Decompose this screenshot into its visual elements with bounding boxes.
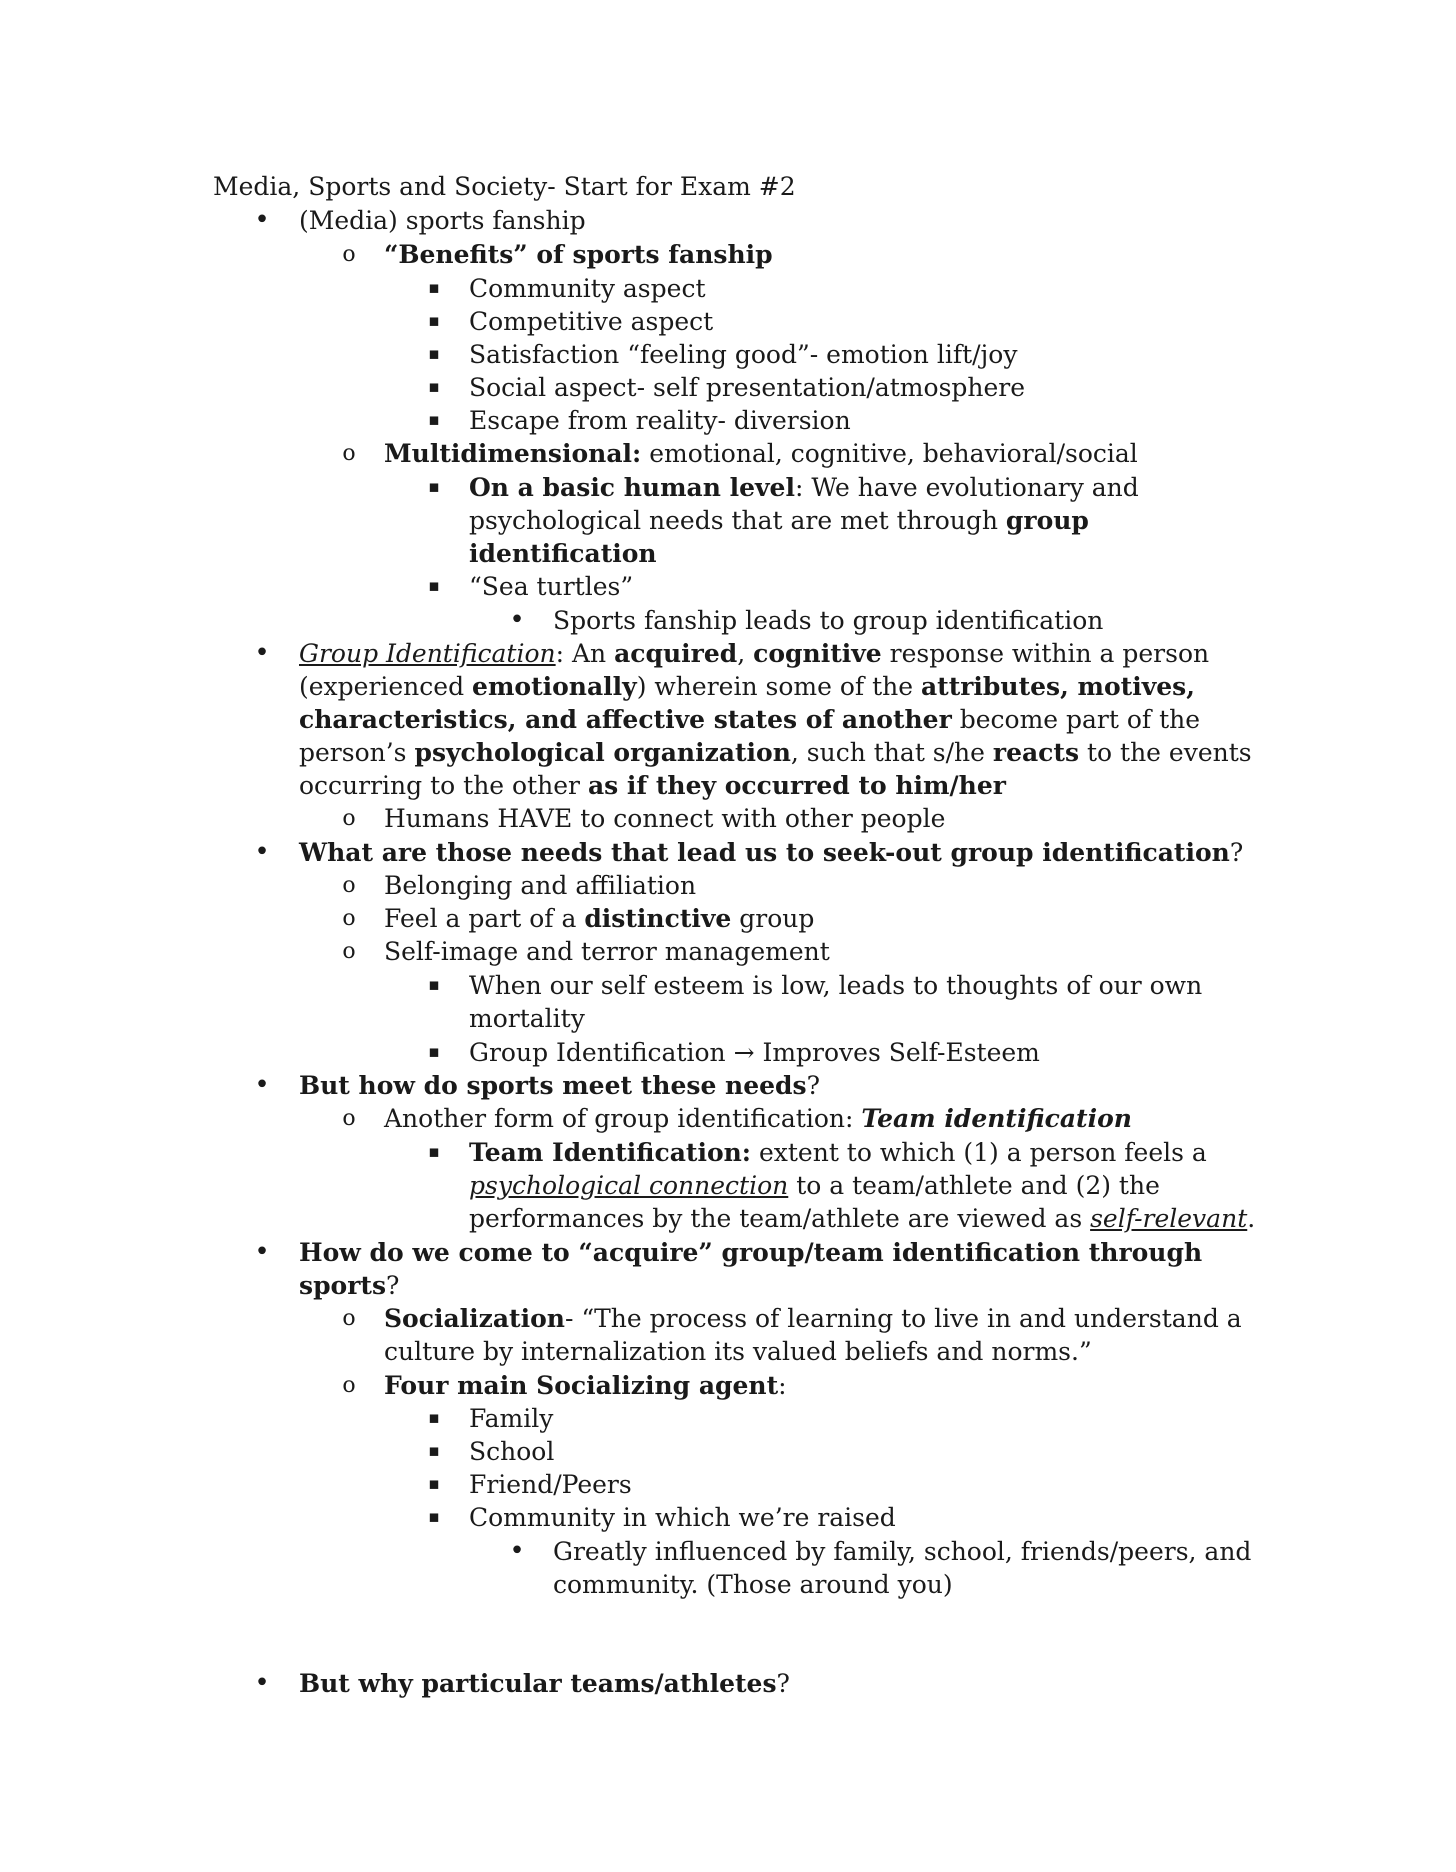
- square-bullet: ▪: [428, 576, 440, 596]
- list-item: Sports fanship leads to group identification: [553, 606, 1104, 635]
- circle-bullet: o: [342, 242, 356, 267]
- square-bullet: ▪: [428, 344, 440, 364]
- disc-bullet: •: [254, 1237, 270, 1267]
- circle-bullet: o: [342, 873, 356, 898]
- square-bullet: ▪: [428, 477, 440, 497]
- square-bullet: ▪: [428, 1474, 440, 1494]
- disc-bullet: •: [254, 1070, 270, 1100]
- square-bullet: ▪: [428, 311, 440, 331]
- list-item: Competitive aspect: [469, 307, 714, 336]
- list-item: “Sea turtles”: [469, 572, 634, 601]
- list-item: How do we come to “acquire” group/team identification through: [299, 1238, 1203, 1267]
- square-bullet: ▪: [428, 1042, 440, 1062]
- list-item-continued: community. (Those around you): [553, 1570, 953, 1599]
- list-item: On a basic human level: We have evolutionary and: [469, 473, 1139, 502]
- square-bullet: ▪: [428, 1142, 440, 1162]
- list-item: Group Identification → Improves Self-Esteem: [469, 1038, 1040, 1067]
- list-item: Community in which we’re raised: [469, 1503, 896, 1532]
- square-bullet: ▪: [428, 1507, 440, 1527]
- circle-bullet: o: [342, 441, 356, 466]
- list-item-continued: performances by the team/athlete are viewed as self-relevant.: [469, 1204, 1256, 1233]
- circle-bullet: o: [342, 939, 356, 964]
- list-item-continued: sports?: [299, 1271, 400, 1300]
- list-item: “Benefits” of sports fanship: [384, 240, 773, 269]
- list-item: Family: [469, 1404, 554, 1433]
- list-item: Socialization- “The process of learning to live in and understand a: [384, 1304, 1242, 1333]
- square-bullet: ▪: [428, 410, 440, 430]
- definition-line: characteristics, and affective states of another become part of the: [299, 705, 1201, 734]
- list-item: School: [469, 1437, 555, 1466]
- disc-bullet: •: [254, 1668, 270, 1698]
- list-item: Another form of group identification: Team identification: [384, 1104, 1132, 1133]
- circle-bullet: o: [342, 906, 356, 931]
- list-item: What are those needs that lead us to seek-out group identification?: [299, 838, 1244, 867]
- definition-line: occurring to the other as if they occurred to him/her: [299, 771, 1006, 800]
- disc-bullet: •: [254, 638, 270, 668]
- square-bullet: ▪: [428, 975, 440, 995]
- disc-bullet: •: [509, 1536, 525, 1566]
- list-item: Greatly influenced by family, school, friends/peers, and: [553, 1537, 1252, 1566]
- circle-bullet: o: [342, 1373, 356, 1398]
- list-item: Self-image and terror management: [384, 937, 830, 966]
- list-item-continued: identification: [469, 539, 657, 568]
- list-item-continued: mortality: [469, 1004, 585, 1033]
- defined-term: Group Identification: [299, 639, 556, 668]
- square-bullet: ▪: [428, 1408, 440, 1428]
- list-item-continued: culture by internalization its valued beliefs and norms.”: [384, 1337, 1092, 1366]
- definition-line: Group Identification: An acquired, cognitive response within a person: [299, 639, 1210, 668]
- list-item: (Media) sports fanship: [299, 206, 586, 235]
- definition-line: (experienced emotionally) wherein some of the attributes, motives,: [299, 672, 1195, 701]
- list-item: Multidimensional: emotional, cognitive, behavioral/social: [384, 439, 1138, 468]
- list-item: Social aspect- self presentation/atmosphere: [469, 373, 1026, 402]
- list-item: Humans HAVE to connect with other people: [384, 804, 946, 833]
- list-item: Four main Socializing agent:: [384, 1371, 787, 1400]
- circle-bullet: o: [342, 806, 356, 831]
- list-item-continued: psychological needs that are met through group: [469, 506, 1089, 535]
- square-bullet: ▪: [428, 377, 440, 397]
- list-item: Community aspect: [469, 274, 706, 303]
- list-item: Satisfaction “feeling good”- emotion lift/joy: [469, 340, 1018, 369]
- circle-bullet: o: [342, 1306, 356, 1331]
- disc-bullet: •: [254, 837, 270, 867]
- list-item: When our self esteem is low, leads to thoughts of our own: [469, 971, 1203, 1000]
- disc-bullet: •: [509, 605, 525, 635]
- circle-bullet: o: [342, 1106, 356, 1131]
- list-item: Team Identification: extent to which (1) a person feels a: [469, 1138, 1207, 1167]
- list-item: But how do sports meet these needs?: [299, 1071, 820, 1100]
- square-bullet: ▪: [428, 278, 440, 298]
- definition-line: person’s psychological organization, such that s/he reacts to the events: [299, 738, 1252, 767]
- list-item: Belonging and affiliation: [384, 871, 697, 900]
- list-item: Feel a part of a distinctive group: [384, 904, 815, 933]
- square-bullet: ▪: [428, 1441, 440, 1461]
- disc-bullet: •: [254, 205, 270, 235]
- list-item-continued: psychological connection to a team/athlete and (2) the: [469, 1171, 1160, 1200]
- list-item: Friend/Peers: [469, 1470, 632, 1499]
- document-title: Media, Sports and Society- Start for Exam #2: [213, 172, 796, 201]
- list-item: But why particular teams/athletes?: [299, 1669, 790, 1698]
- list-item: Escape from reality- diversion: [469, 406, 851, 435]
